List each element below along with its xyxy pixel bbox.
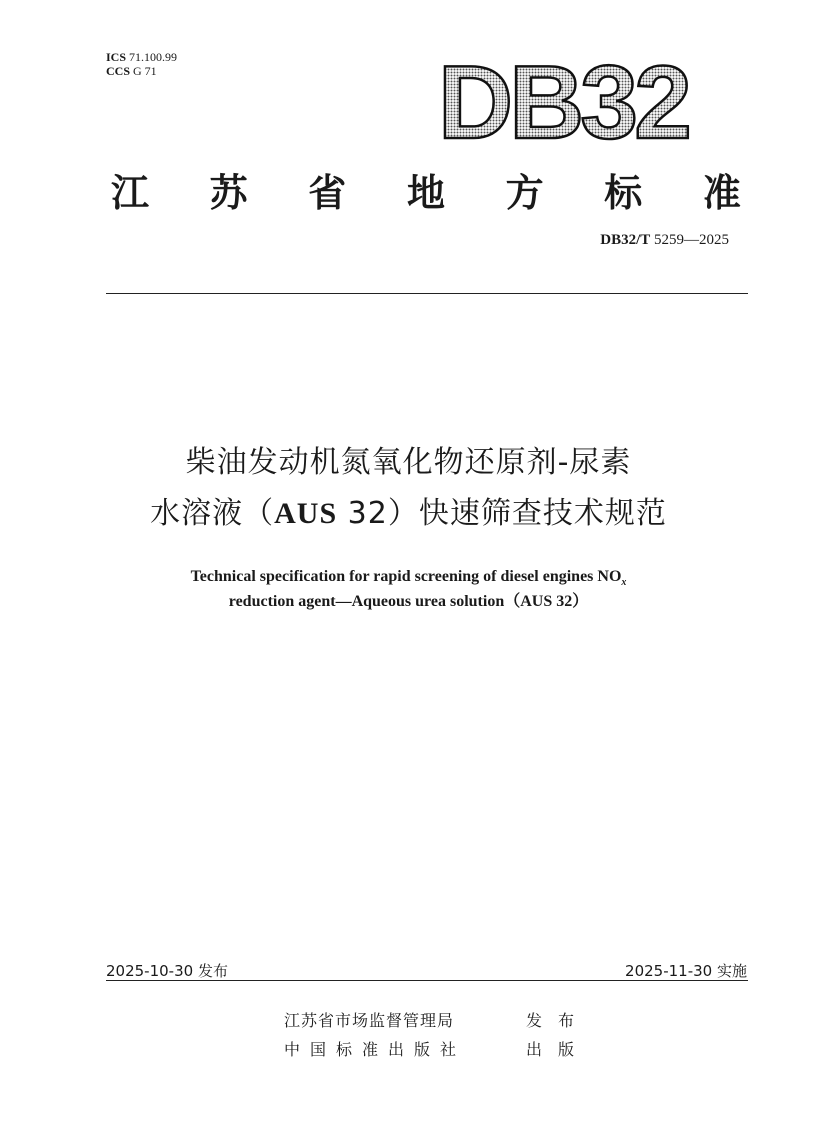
implementation-date: 2025-11-30 实施	[625, 962, 747, 980]
db32-logo	[432, 50, 694, 150]
header-divider	[106, 293, 748, 294]
issue-date: 2025-10-30 发布	[106, 962, 228, 980]
publisher-org: 江苏省市场监督管理局	[284, 1011, 455, 1030]
standard-type-title	[106, 162, 746, 217]
footer-divider	[106, 980, 748, 981]
english-title-line-2: reduction agent—Aqueous urea solution（AUS 32）	[228, 593, 589, 610]
publisher-org: 中国标准出版社	[284, 1040, 467, 1059]
standard-type-char: 苏	[209, 171, 248, 215]
classification-codes	[106, 50, 177, 78]
publisher-action: 出版	[526, 1040, 591, 1059]
publisher-action: 发布	[526, 1011, 591, 1030]
chinese-title-line-1: 柴油发动机氮氧化物还原剂-尿素	[185, 445, 632, 480]
ccs-code: CCS G 71	[106, 64, 157, 78]
standard-type-char: 准	[702, 171, 741, 215]
ics-code: ICS 71.100.99	[106, 50, 178, 64]
standard-type-char: 省	[308, 171, 347, 215]
standard-type-char: 方	[505, 171, 544, 215]
standard-type-char: 标	[604, 171, 643, 215]
standard-type-char: 地	[406, 171, 445, 215]
publisher-row	[284, 1035, 590, 1064]
chinese-title-line-2: 水溶液（AUS 32）快速筛查技术规范	[150, 496, 667, 531]
publisher-row	[284, 1006, 590, 1035]
english-title-line-1: Technical specification for rapid screening of diesel engines $NO_x$	[190, 568, 627, 589]
db32-logo-text: DB32	[438, 50, 688, 150]
standard-type-char: 江	[110, 171, 149, 215]
publisher-block	[284, 1006, 590, 1064]
standard-number: DB32/T 5259—2025	[600, 232, 729, 248]
